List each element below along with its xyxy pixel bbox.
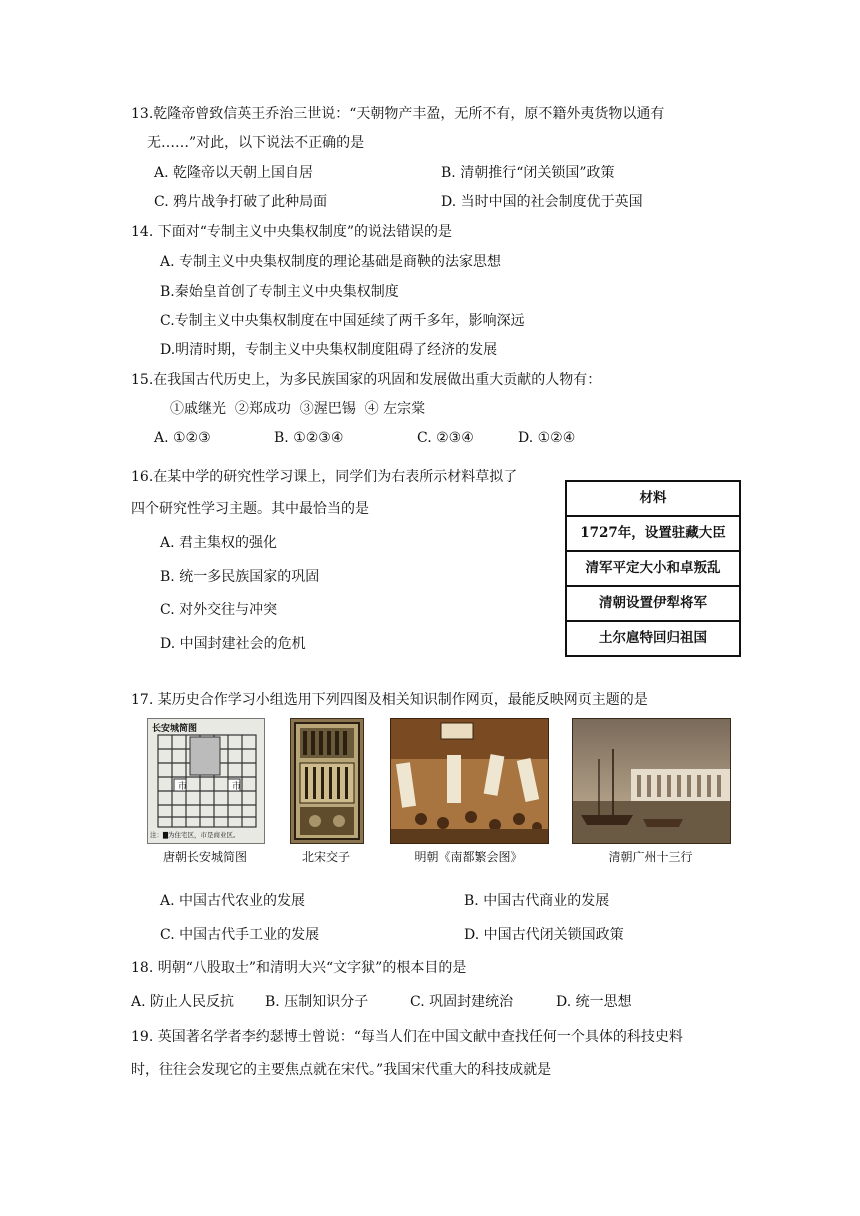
- q19-stem-line2: 时，往往会发现它的主要焦点就在宋代。”我国宋代重大的科技成就是: [131, 1062, 552, 1078]
- jiaozi-image: [290, 718, 364, 844]
- q16-option-a: A. 君主集权的强化: [160, 535, 278, 551]
- q15-option-c: C. ②③④: [417, 430, 474, 446]
- q14-option-b: B.秦始皇首创了专制主义中央集权制度: [160, 284, 399, 300]
- caption-nandu-painting: 明朝《南都繁会图》: [414, 850, 523, 864]
- q15-stem: 15.在我国古代历史上，为多民族国家的巩固和发展做出重大贡献的人物有：: [131, 372, 602, 388]
- q16-stem-line2: 四个研究性学习主题。其中最恰当的是: [131, 501, 369, 517]
- q14-option-c: C.专制主义中央集权制度在中国延续了两千多年，影响深远: [160, 313, 525, 329]
- caption-changan-map: 唐朝长安城简图: [162, 850, 247, 864]
- q16-stem-line1: 16.在某中学的研究性学习课上，同学们为右表所示材料草拟了: [131, 469, 518, 485]
- material-table: [565, 480, 741, 657]
- q16-option-c: C. 对外交往与冲突: [160, 602, 278, 618]
- q16-option-b: B. 统一多民族国家的巩固: [160, 569, 320, 585]
- q15-option-b: B. ①②③④: [274, 430, 344, 446]
- q17-option-b: B. 中国古代商业的发展: [464, 893, 610, 909]
- thirteen-factories-image: [572, 718, 731, 844]
- q17-stem: 17. 某历史合作学习小组选用下列四图及相关知识制作网页，最能反映网页主题的是: [131, 692, 648, 708]
- q14-option-a: A. 专制主义中央集权制度的理论基础是商鞅的法家思想: [160, 254, 502, 270]
- q13-option-a: A. 乾隆帝以天朝上国自居: [154, 165, 314, 181]
- material-table-row: 土尔扈特回归祖国: [567, 620, 739, 655]
- q18-option-b: B. 压制知识分子: [265, 994, 369, 1010]
- q17-option-a: A. 中国古代农业的发展: [160, 893, 306, 909]
- material-table-row: 清朝设置伊犁将军: [567, 585, 739, 620]
- material-table-row: 清军平定大小和卓叛乱: [567, 550, 739, 585]
- caption-thirteen-factories: 清朝广州十三行: [608, 850, 693, 864]
- q14-option-d: D.明清时期，专制主义中央集权制度阻碍了经济的发展: [160, 342, 498, 358]
- material-table-row: 1727年，设置驻藏大臣: [567, 515, 739, 550]
- q16-option-d: D. 中国封建社会的危机: [160, 636, 306, 652]
- q13-stem-line2: 无……”对此，以下说法不正确的是: [147, 135, 365, 151]
- q18-option-d: D. 统一思想: [556, 994, 632, 1010]
- material-table-header: 材料: [639, 490, 667, 506]
- map-title: 长安城简图: [152, 724, 198, 734]
- nandu-painting-image: [390, 718, 549, 844]
- q15-option-d: D. ①②④: [518, 430, 576, 446]
- q18-stem: 18. 明朝“八股取士”和清明大兴“文字狱”的根本目的是: [131, 960, 467, 976]
- svg-text:市: 市: [232, 782, 242, 792]
- svg-text:市: 市: [178, 782, 188, 792]
- q14-stem: 14. 下面对“专制主义中央集权制度”的说法错误的是: [131, 224, 453, 240]
- caption-jiaozi: 北宋交子: [301, 850, 350, 864]
- q13-stem-line1: 13.乾隆帝曾致信英王乔治三世说：“天朝物产丰盈，无所不有，原不籍外夷货物以通有: [131, 106, 665, 122]
- q15-items: ①戚继光 ②郑成功 ③渥巴锡 ④ 左宗棠: [170, 401, 426, 417]
- q13-option-b: B. 清朝推行“闭关锁国”政策: [441, 165, 615, 181]
- q13-option-c: C. 鸦片战争打破了此种局面: [154, 194, 328, 210]
- q17-option-d: D. 中国古代闭关锁国政策: [464, 927, 624, 943]
- map-note: 注：▇为住宅区，市是商业区。: [150, 831, 240, 839]
- changan-map-image: [147, 718, 265, 844]
- q18-option-c: C. 巩固封建统治: [410, 994, 514, 1010]
- q13-option-d: D. 当时中国的社会制度优于英国: [441, 194, 643, 210]
- q15-option-a: A. ①②③: [154, 430, 211, 446]
- q19-stem-line1: 19. 英国著名学者李约瑟博士曾说：“每当人们在中国文献中查找任何一个具体的科技史料: [131, 1029, 683, 1045]
- q18-option-a: A. 防止人民反抗: [131, 994, 235, 1010]
- q17-option-c: C. 中国古代手工业的发展: [160, 927, 320, 943]
